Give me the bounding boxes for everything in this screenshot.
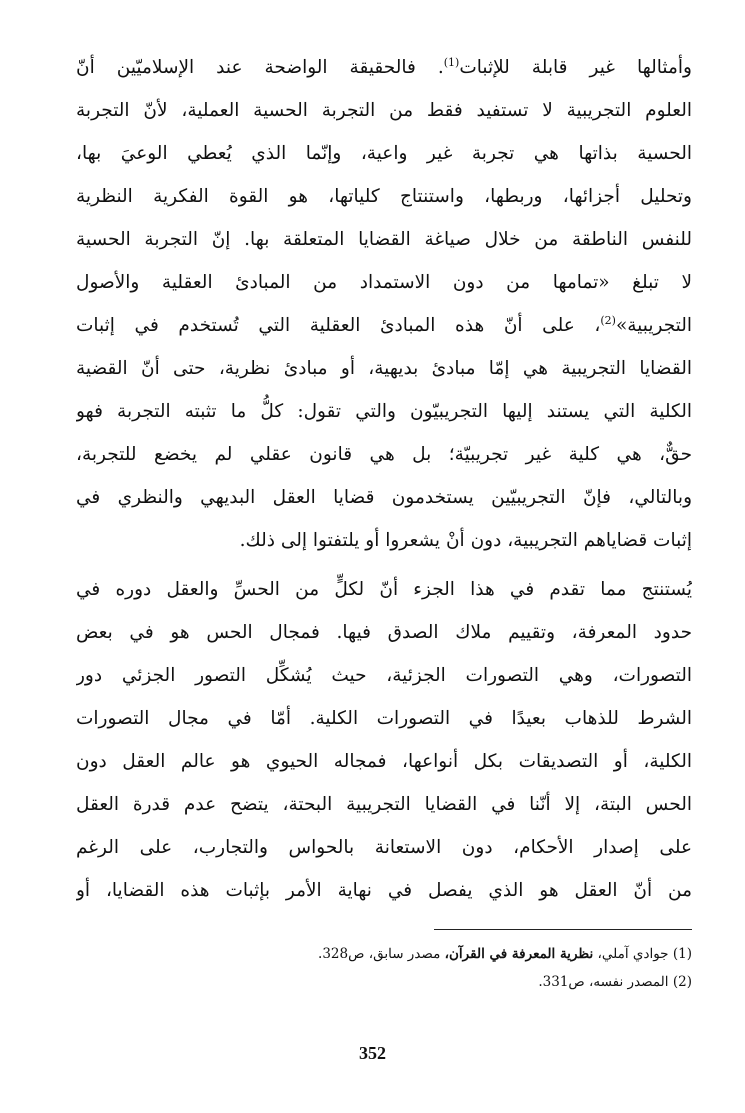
- text-line: يُستنتج مما تقدم في هذا الجزء أنّ لكلٍّ من الحسِّ والعقل دوره في: [76, 579, 692, 600]
- footnote-divider: [434, 929, 692, 930]
- text-line: الشرط للذهاب بعيدًا في التصورات الكلية. أمّا في مجال التصورات: [76, 708, 692, 729]
- footnote-number: (2): [672, 974, 692, 990]
- text-line: وبالتالي، فإنّ التجريبيّين يستخدمون قضايا العقل البديهي والنظري في: [76, 487, 692, 508]
- text-line: على إصدار الأحكام، دون الاستعانة بالحواس والتجارب، على الرغم: [76, 837, 692, 858]
- footnote-marker-1[interactable]: (1): [443, 55, 460, 69]
- text-line: للنفس الناطقة من خلال صياغة القضايا المتعلقة بها. إنّ التجربة الحسية: [76, 229, 692, 250]
- text-line: الكلية، أو التصديقات بكل أنواعها، فمجاله الحيوي هو عالم العقل دون: [76, 751, 692, 772]
- footnote-1: [192, 940, 692, 968]
- paragraph-2: [76, 568, 692, 912]
- text-line: وأمثالها غير قابلة للإثبات$^{(1)}$. فالحقيقة الواضحة عند الإسلاميّين أنّ: [76, 55, 692, 78]
- footnote-source: مصدر سابق، ص328.: [318, 946, 441, 962]
- text-line: لا تبلغ «تمامها من دون الاستمداد من المبادئ العقلية والأصول: [76, 272, 692, 293]
- text-line: التصورات، وهي التصورات الجزئية، حيث يُشكِّل التصور الجزئي دور: [76, 665, 692, 686]
- footnote-book-title: نظرية المعرفة في القرآن،: [444, 946, 594, 962]
- text-line: إثبات قضاياهم التجريبية، دون أنْ يشعروا أو يلتفتوا إلى ذلك.: [239, 530, 692, 551]
- page-number: 352: [359, 1043, 386, 1063]
- footnote-2: [192, 968, 692, 996]
- footnote-author: جوادي آملي،: [597, 946, 669, 962]
- text-line: القضايا التجريبية هي إمّا مبادئ بديهية، أو مبادئ نظرية، حتى أنّ القضية: [76, 358, 692, 379]
- footnotes: [192, 940, 692, 996]
- text-line: التجريبية»$^{(2)}$، على أنّ هذه المبادئ العقلية التي تُستخدم في إثبات: [76, 313, 692, 336]
- text-line: وتحليل أجزائها، وربطها، واستنتاج كلياتها، هو القوة الفكرية النظرية: [76, 186, 692, 207]
- text-line: من أنّ العقل هو الذي يفصل في نهاية الأمر بإثبات هذه القضايا، أو: [76, 880, 692, 901]
- text-line: حدود المعرفة، وتقييم ملاك الصدق فيها. فمجال الحس هو في بعض: [76, 622, 692, 643]
- text-line: الحس البتة، إلا أنّنا في القضايا التجريبية البحتة، يتضح عدم قدرة العقل: [76, 794, 692, 815]
- text-line: العلوم التجريبية لا تستفيد فقط من التجربة الحسية العملية، لأنّ التجربة: [76, 100, 692, 121]
- text-line: حقٌّ، هي كلية غير تجريبيّة؛ بل هي قانون عقلي لم يخضع للتجربة،: [76, 444, 692, 465]
- footnote-number: (1): [672, 946, 692, 962]
- paragraph-1: [76, 46, 692, 562]
- text-line: الحسية بذاتها هي تجربة غير واعية، وإنّما الذي يُعطي الوعيَ بها،: [76, 143, 692, 164]
- text-line: الكلية التي يستند إليها التجريبيّون والتي تقول: كلُّ ما تثبته التجربة فهو: [76, 401, 692, 422]
- footnote-marker-2[interactable]: (2): [600, 313, 616, 327]
- footnote-source: المصدر نفسه، ص331.: [538, 974, 669, 990]
